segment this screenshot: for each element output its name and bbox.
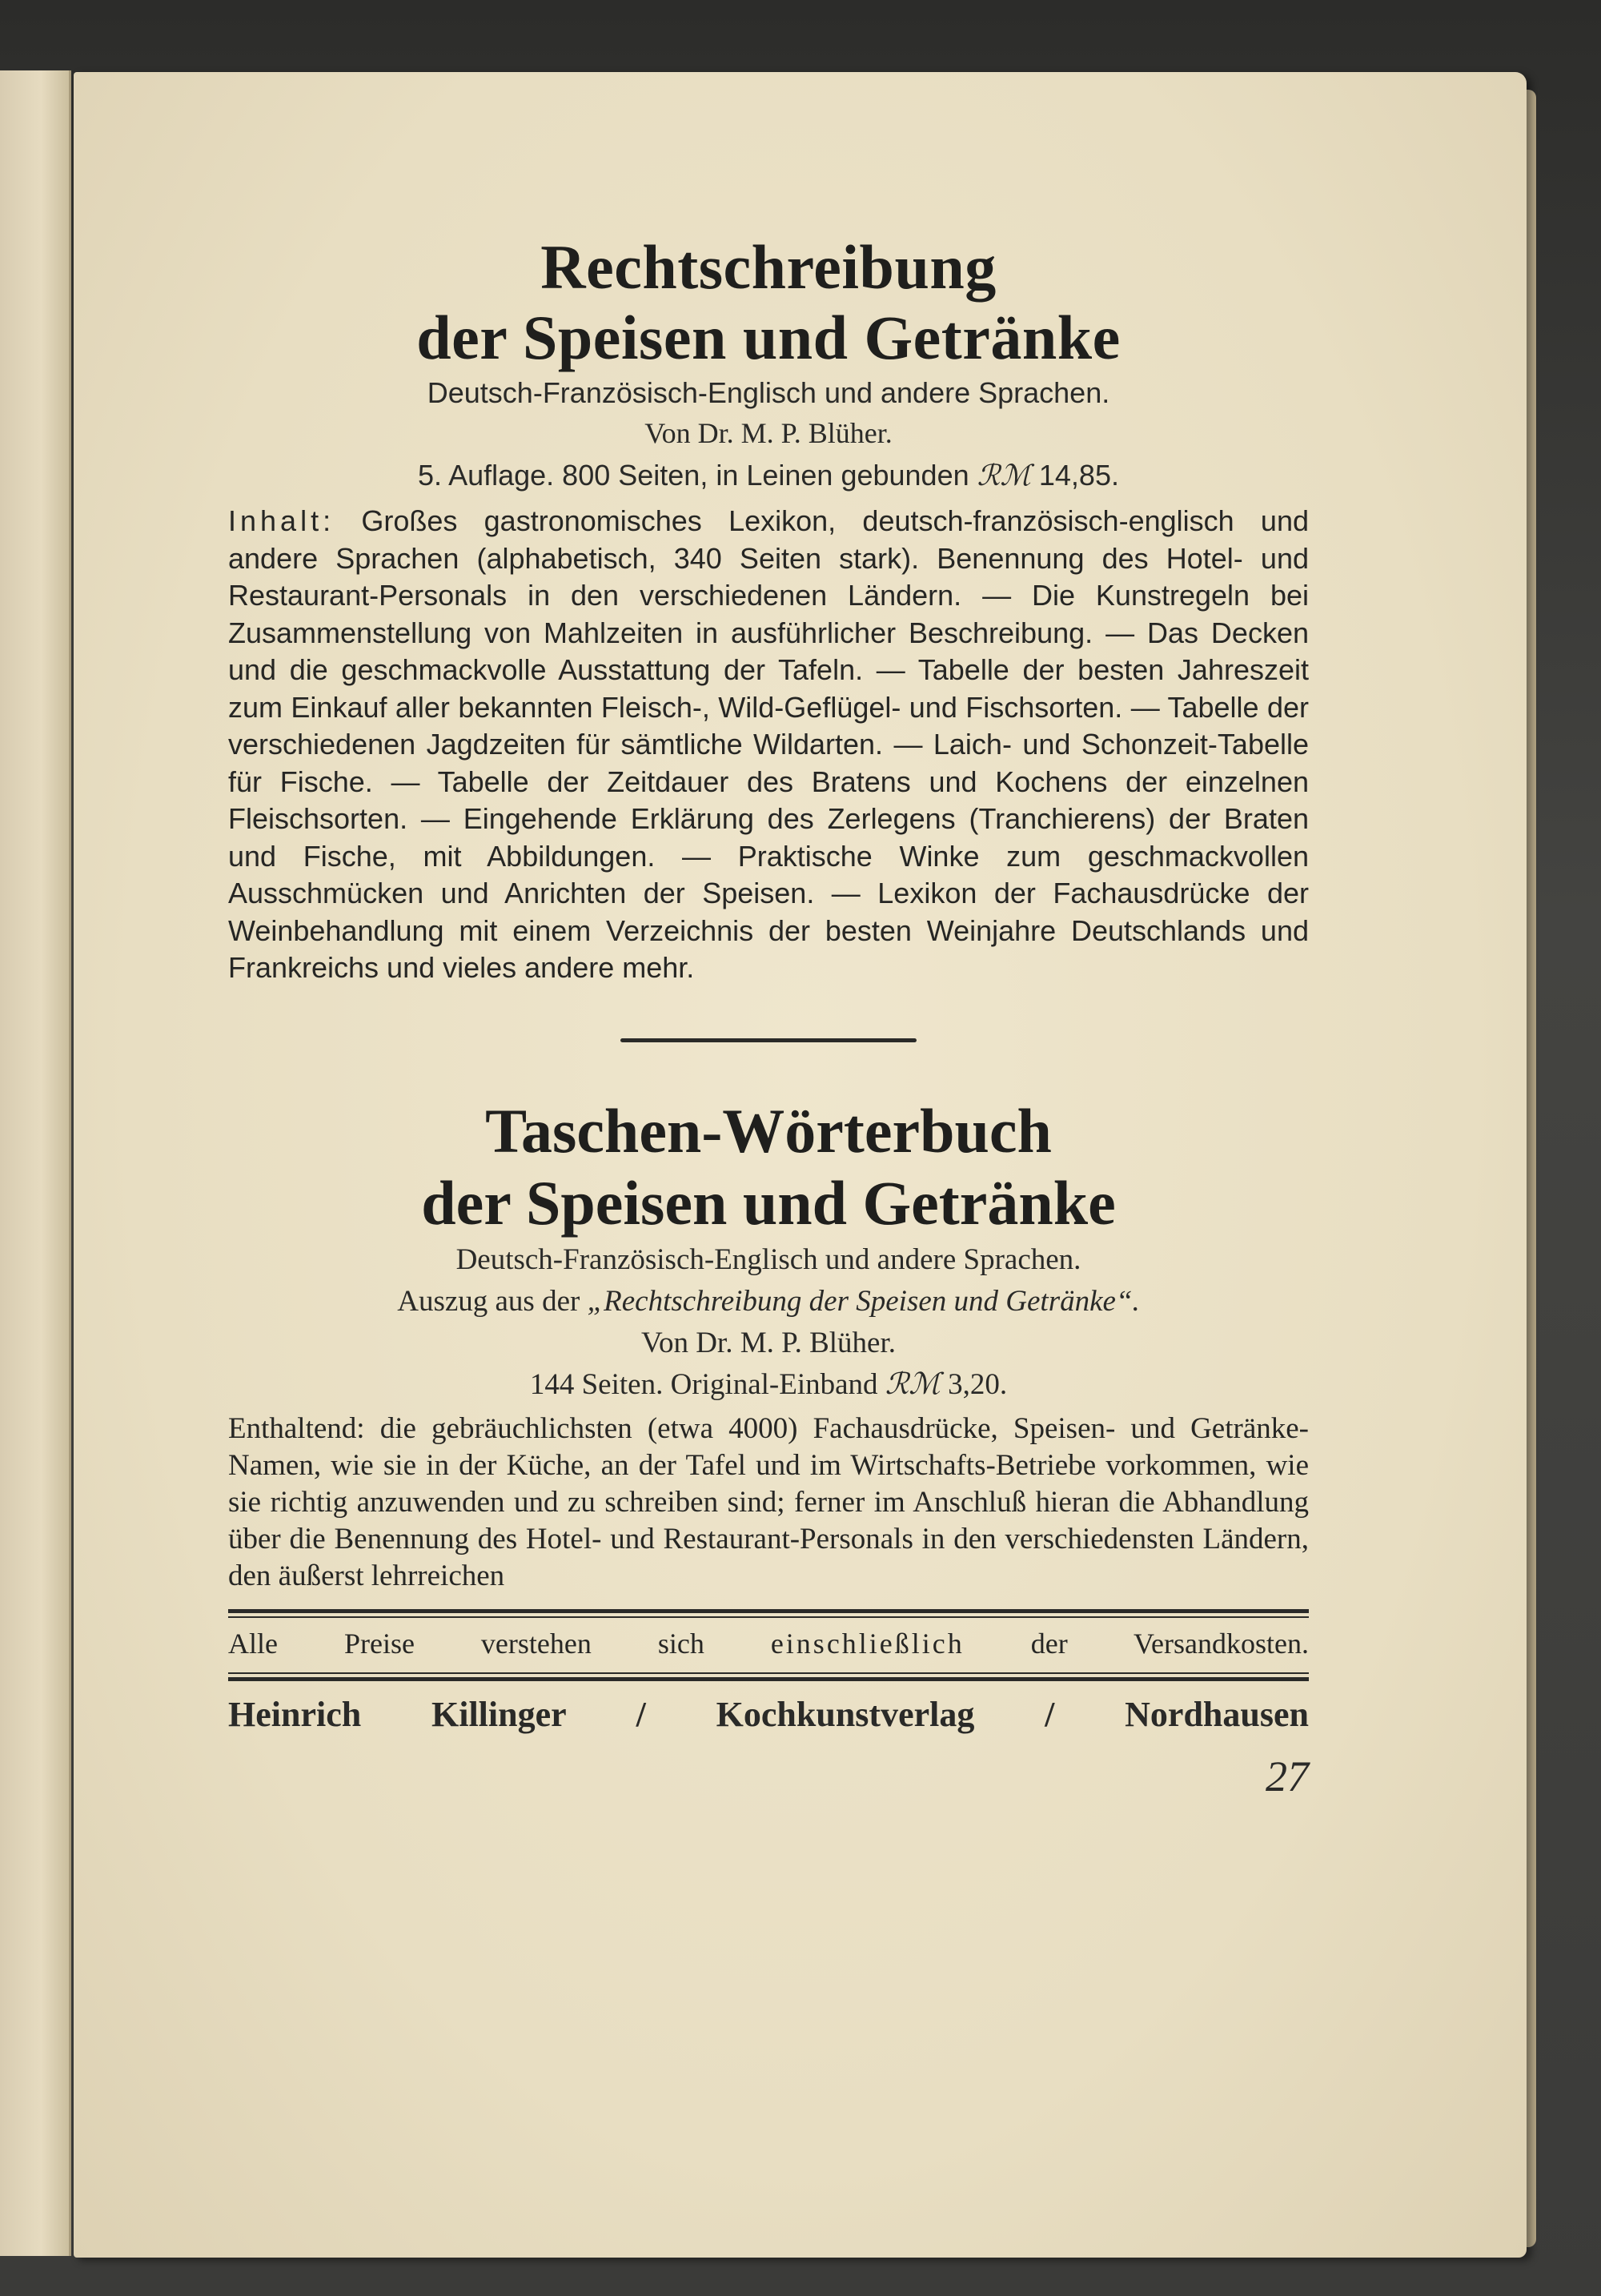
book1-title-line2: der Speisen und Getränke: [416, 303, 1121, 372]
book1-edition: 5. Auflage. 800 Seiten, in Leinen gebunden: [418, 459, 969, 492]
book2-languages: Deutsch-Französisch-Englisch und andere Sprachen.: [455, 1242, 1081, 1276]
book2-title-line2: der Speisen und Getränke: [421, 1167, 1116, 1238]
price-note-suffix: der Versandkosten.: [1030, 1627, 1310, 1660]
book2-excerpt-prefix: Auszug aus der: [397, 1284, 580, 1318]
book2-title-line1: Taschen-Wörterbuch: [485, 1095, 1052, 1166]
price-note-emphasis: einschließlich: [770, 1627, 965, 1660]
book2-price: 3,20.: [948, 1367, 1008, 1401]
advert-rechtschreibung: [228, 232, 1309, 987]
footer-rule-top: [228, 1609, 1309, 1613]
book2-currency: ℛℳ: [885, 1367, 941, 1401]
book2-excerpt-title: „Rechtschreibung der Speisen und Getränke“.: [587, 1284, 1140, 1318]
book2-pages: 144 Seiten. Original-Einband: [529, 1367, 878, 1401]
page-content: [228, 232, 1309, 1804]
book1-contents-label: Inhalt:: [228, 504, 335, 537]
book2-excerpt: [228, 1281, 1309, 1323]
book1-contents: [228, 503, 1309, 987]
page-number: 27: [1266, 1752, 1309, 1800]
book1-price: 14,85.: [1038, 459, 1119, 492]
book1-currency: ℛℳ: [977, 460, 1031, 492]
price-note: [228, 1618, 1309, 1669]
book2-contents-text: Enthaltend: die gebräuchlichsten (etwa 4000) Fachausdrücke, Speisen- und Getränke-Namen, wie sie in der Küche, an der Tafel und im Wirtschafts-Betriebe vorkommen, wie sie richtig anzuwenden und zu schreiben sind; ferner im Anschluß hieran die Abhandlung über die Benennung des Hotel- und Restaurant-Personals in den verschiedensten Ländern, den äußerst lehrreichen: [228, 1411, 1309, 1592]
book2-author: Von Dr. M. P. Blüher.: [641, 1326, 896, 1359]
section-divider: [620, 1038, 917, 1042]
publisher-line: Heinrich Killinger / Kochkunstverlag / Nordhausen: [228, 1694, 1309, 1734]
book2-pages-price: [228, 1364, 1309, 1406]
book1-contents-text: Großes gastronomisches Lexikon, deutsch-französisch-englisch und andere Sprachen (alphabetisch, 340 Seiten stark). Benennung des Hotel- und Restaurant-Personals in den verschiedenen Ländern. — Die Kunstregeln bei Zusammenstellung von Mahlzeiten in ausführlicher Beschreibung. — Das Decken und die geschmackvolle Ausstattung der Tafeln. — Tabelle der besten Jahreszeit zum Einkauf aller bekannten Fleisch-, Wild-Geflügel- und Fischsorten. — Tabelle der verschiedenen Jagdzeiten für sämtliche Wildarten. — Laich- und Schonzeit-Tabelle für Fische. — Tabelle der Zeitdauer des Bratens und Kochens der einzelnen Fleischsorten. — Eingehende Erklärung des Zerlegens (Tranchierens) der Braten und Fische, mit Abbildungen. — Praktische Winke zum geschmackvollen Ausschmücken und Anrichten der Speisen. — Lexikon der Fachausdrücke der Weinbehandlung mit einem Verzeichnis der besten Weinjahre Deutschlands und Frankreichs und vieles andere mehr.: [228, 504, 1309, 984]
footer-rule-bottom-thin: [228, 1672, 1309, 1674]
price-note-prefix: Alle Preise verstehen sich: [228, 1627, 704, 1660]
book1-languages: Deutsch-Französisch-Englisch und andere Sprachen.: [427, 376, 1110, 409]
advert-taschen-woerterbuch: [228, 1095, 1309, 1595]
previous-page-edge: [0, 70, 71, 2256]
book1-title-line1: Rechtschreibung: [540, 232, 997, 302]
book1-edition-price: [228, 453, 1309, 498]
book1-author: Von Dr. M. P. Blüher.: [644, 417, 893, 449]
